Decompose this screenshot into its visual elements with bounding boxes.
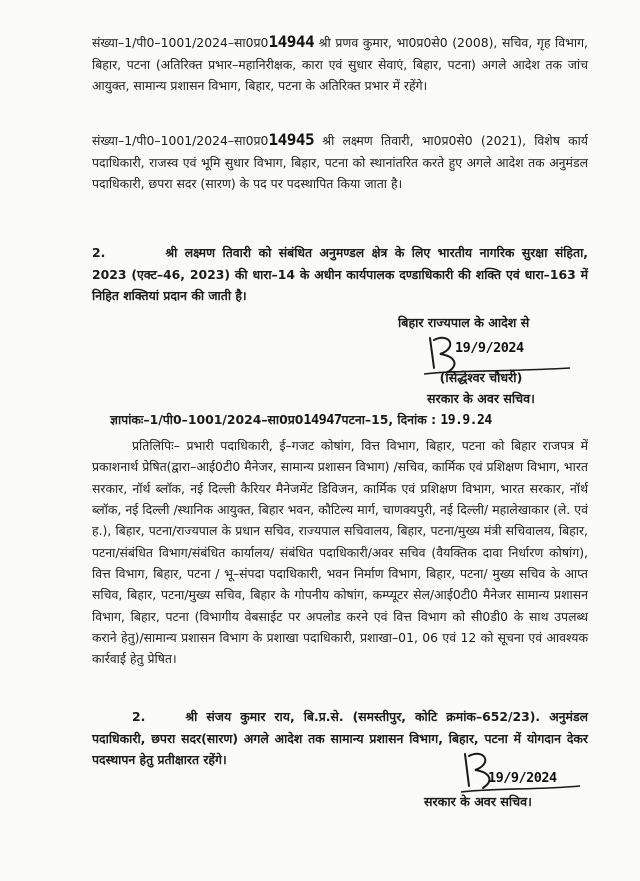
memo-prefix: ज्ञापांकः–1/पी0–1001/2024–सा0प्र0 xyxy=(110,412,304,427)
signature-2-date: 19/9/2024 xyxy=(488,770,557,786)
signature-1-block xyxy=(396,367,566,409)
para-2-number: 2. xyxy=(92,245,106,260)
order-1-ref-prefix: संख्या–1/पी0–1001/2024–सा0प्र0 xyxy=(92,35,269,50)
order-1-paragraph xyxy=(92,31,588,97)
memo-para-2-number: 2. xyxy=(132,709,146,724)
by-order-of-governor: बिहार राज्यपाल के आदेश से xyxy=(398,315,530,330)
order-1-ref-number: 14944 xyxy=(268,32,315,51)
signature-1-date: 19/9/2024 xyxy=(455,340,524,356)
signatory-designation: सरकार के अवर सचिव। xyxy=(427,391,535,406)
memo-date: 19.9.24 xyxy=(440,413,492,428)
order-2-ref-number: 14945 xyxy=(268,130,315,149)
memo-number: 14947 xyxy=(303,412,342,428)
order-2-ref-prefix: संख्या–1/पी0–1001/2024–सा0प्र0 xyxy=(92,133,269,148)
order-2-text: श्री लक्ष्मण तिवारी, भा0प्र0से0 (2021), विशेष कार्य पदाधिकारी, राजस्व एवं भूमि सुधार विभाग, बिहार, पटना को स्थानांतरित करते हुए अगले आदेश तक अनुमंडल पदाधिकारी, छपरा सदर (सारण) के पद पर पदस्थापित किया जाता है। xyxy=(92,133,588,191)
para-2 xyxy=(92,242,588,307)
memo-place: पटना–15, दिनांक : xyxy=(341,412,437,427)
signatory-name: (सिद्धेश्वर चौधरी) xyxy=(439,370,523,385)
signature-2-designation: सरकार के अवर सचिव। xyxy=(424,794,532,809)
order-1-text: श्री प्रणव कुमार, भा0प्र0से0 (2008), सचिव, गृह विभाग, बिहार, पटना (अतिरिक्त प्रभार–महानिरीक्षक, कारा एवं सुधार सेवाएं, बिहार, पटना) अगले आदेश तक जांच आयुक्त, सामान्य प्रशासन विभाग, बिहार, पटना के अतिरिक्त प्रभार में रहेंगे। xyxy=(92,35,588,93)
memo-para-2-text: श्री संजय कुमार राय, बि.प्र.से. (समस्तीपुर, कोटि क्रमांक–652/23). अनुमंडल पदाधिकारी, छपरा सदर(सारण) अगले आदेश तक सामान्य प्रशासन विभाग, बिहार, पटना में योगदान देकर पदस्थापन हेतु प्रतीक्षारत रहेंगे। xyxy=(92,709,588,767)
memo-copy-text: प्रतिलिपिः– प्रभारी पदाधिकारी, ई–गजट कोषांग, वित्त विभाग, बिहार, पटना को बिहार राजपत्र में प्रकाशनार्थ प्रेषित(द्वारा–आई0टी0 मैनेजर, सामान्य प्रशासन विभाग) /सचिव, कार्मिक एवं प्रशिक्षण विभाग, भारत सरकार, नॉर्थ ब्लॉक, नई दिल्ली कैरियर मैनेजमेंट डिविजन, कार्मिक एवं प्रशिक्षण विभाग, भारत सरकार, नॉर्थ ब्लॉक, नई दिल्ली /स्थानिक आयुक्त, बिहार भवन, कौटिल्य मार्ग, चाणक्यपुरी, नई दिल्ली/ महालेखाकार (ले. एवं ह.), बिहार, पटना/राज्यपाल के प्रधान सचिव, राज्यपाल सचिवालय, बिहार, पटना/मुख्य मंत्री सचिवालय, बिहार, पटना/संबंधित विभाग/संबंधित कार्यालय/ संबंधित पदाधिकारी/अवर सचिव (वैयक्तिक दावा निर्धारण कोषांग), वित्त विभाग, बिहार, पटना / भू–संपदा पदाधिकारी, भवन निर्माण विभाग, बिहार, पटना/ मुख्य सचिव के आप्त सचिव, बिहार, पटना/मुख्य सचिव, बिहार के गोपनीय कोषांग, कम्प्यूटर सेल/आई0टी0 मैनेजर सामान्य प्रशासन विभाग, बिहार, पटना (विभागीय वेबसाईट पर अपलोड करने एवं वित्त विभाग को सी0डी0 के साथ उपलब्ध कराने हेतु)/सामान्य प्रशासन विभाग के प्रशाखा पदाधिकारी, प्रशाखा–01, 06 एवं 12 को सूचना एवं आवश्यक कार्रवाई हेतु प्रेषित। xyxy=(92,438,588,667)
para-2-text: श्री लक्ष्मण तिवारी को संबंधित अनुमण्डल क्षेत्र के लिए भारतीय नागरिक सुरक्षा संहिता, 2023 (एक्ट–46, 2023) की धारा–14 के अधीन कार्यपालक दण्डाधिकारी की शक्ति एवं धारा–163 में निहित शक्तियां प्रदान की जाती है। xyxy=(92,245,588,303)
memo-heading xyxy=(110,411,492,428)
memo-copy-paragraph xyxy=(92,435,588,670)
order-2-paragraph xyxy=(92,129,588,195)
